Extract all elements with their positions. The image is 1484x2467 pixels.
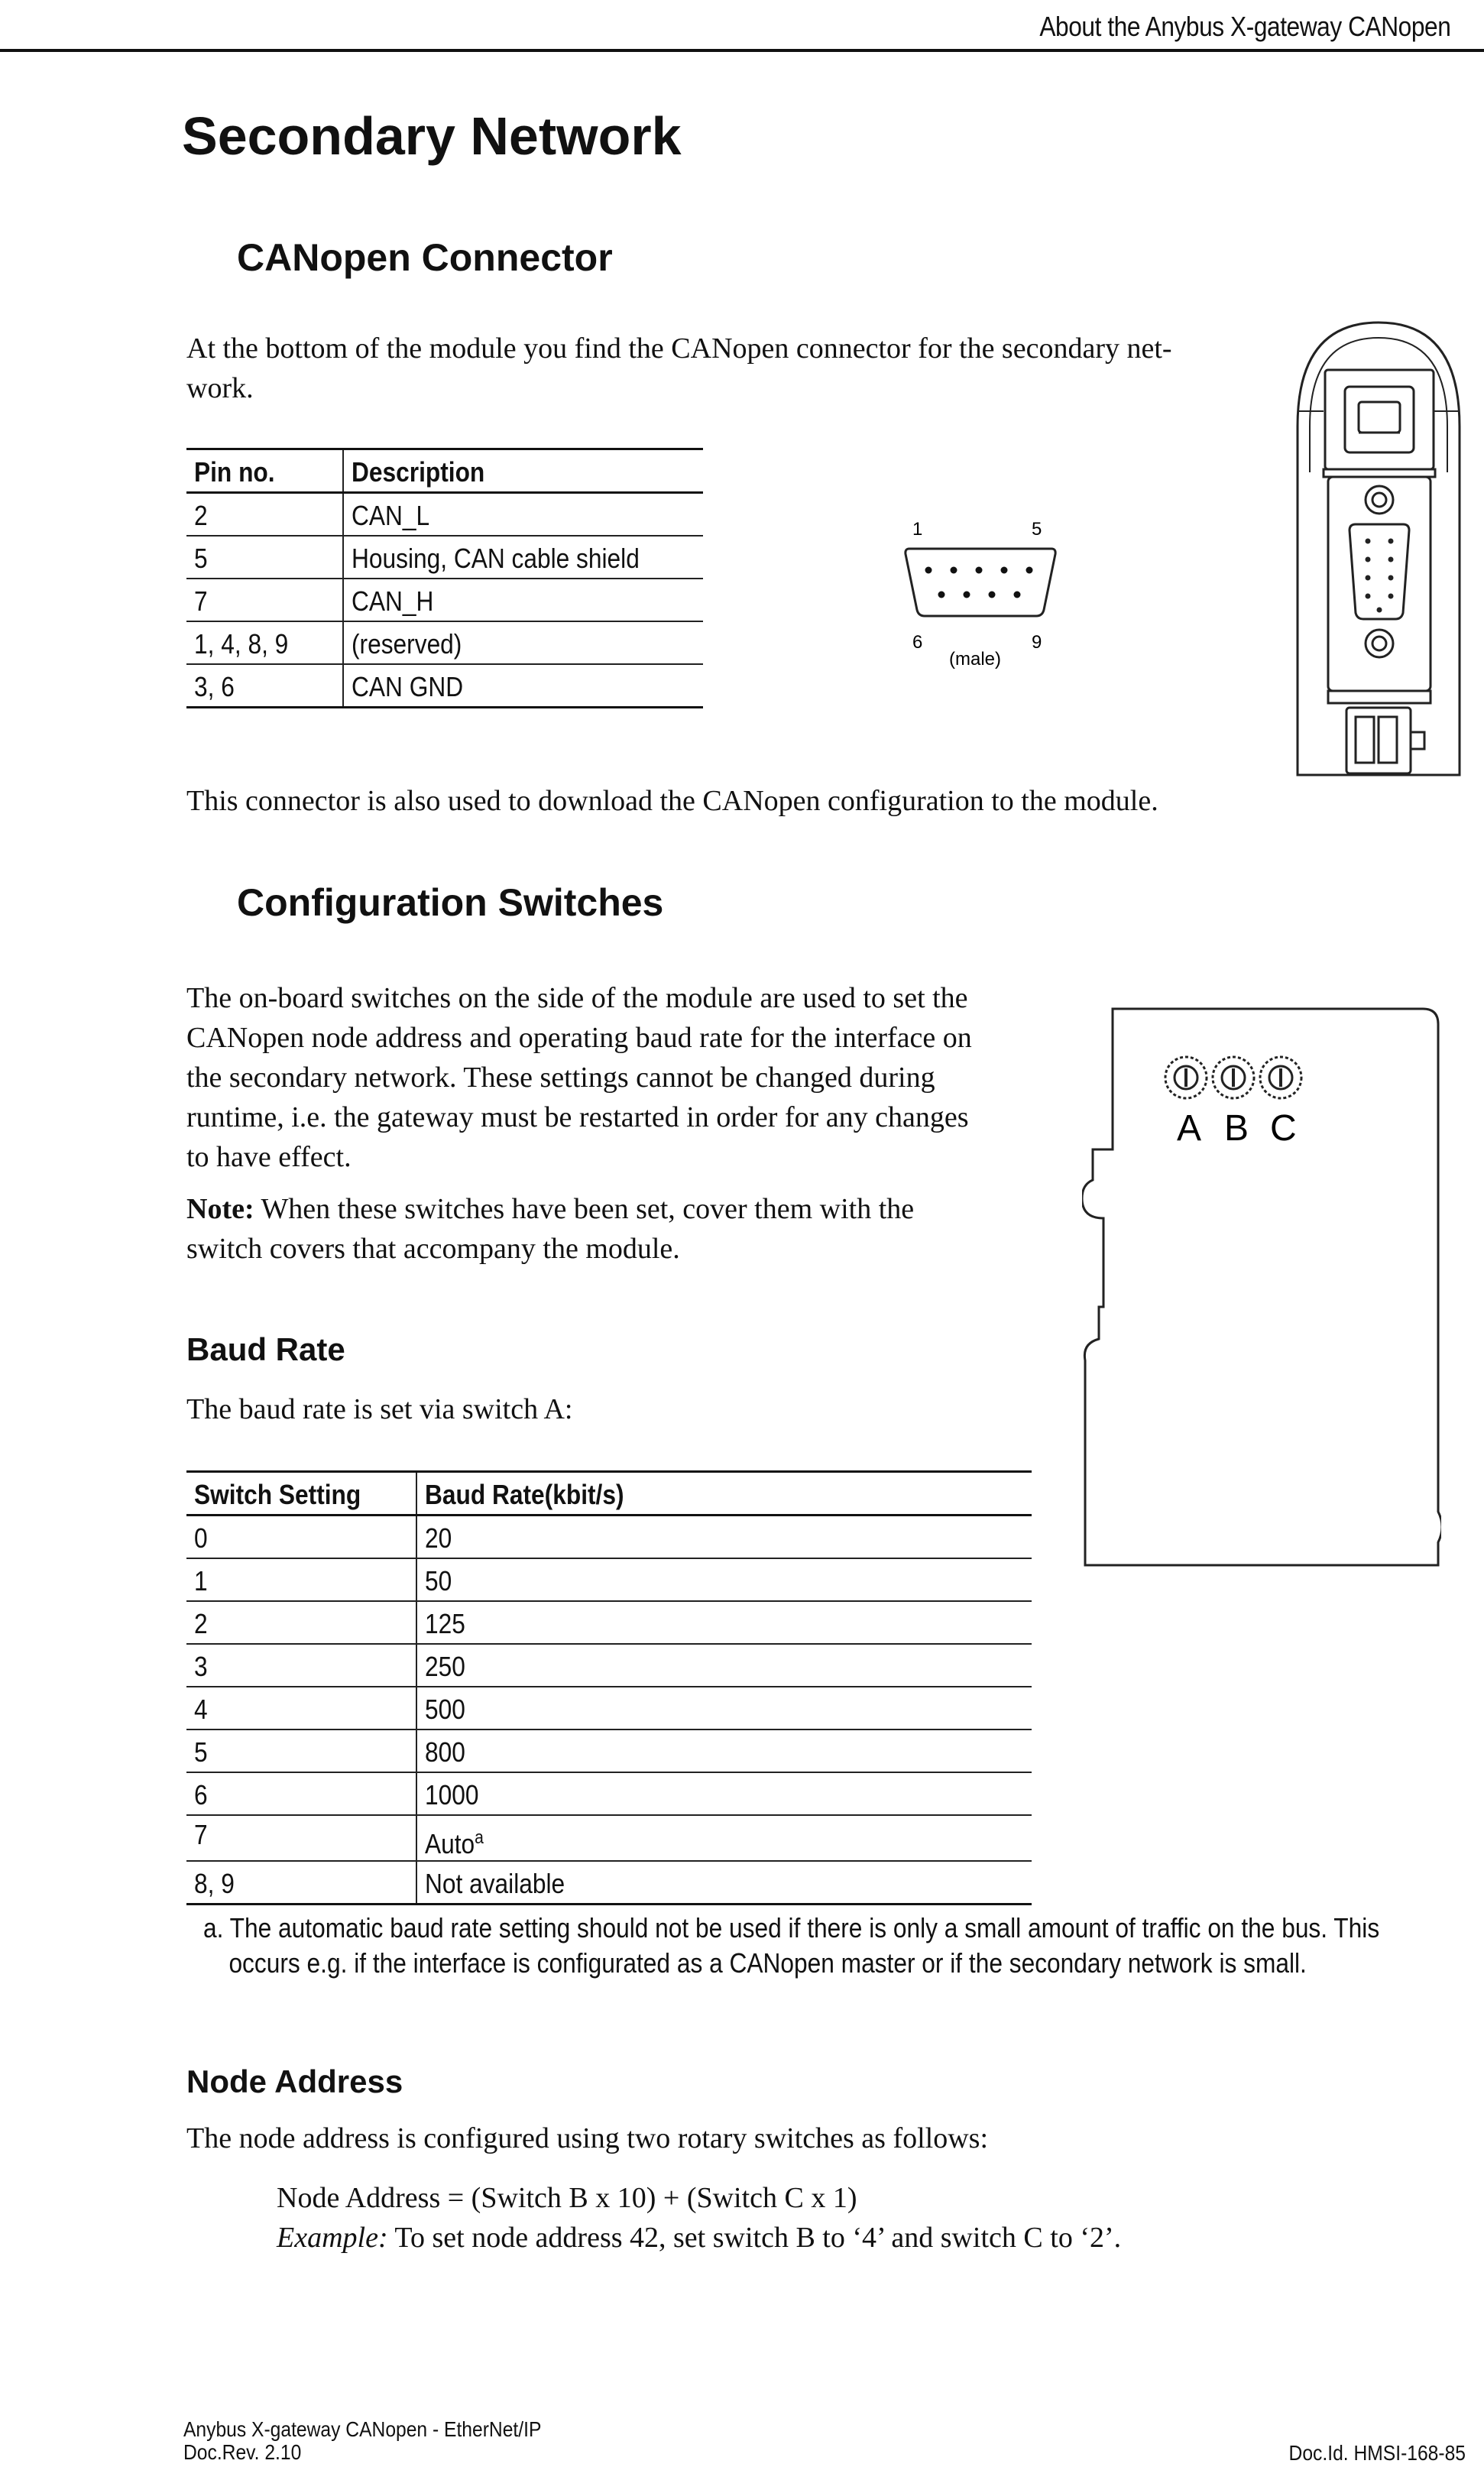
pin-dot bbox=[951, 567, 957, 574]
table-cell: (reserved) bbox=[343, 621, 703, 664]
pin-dot bbox=[938, 592, 945, 598]
table-cell: 6 bbox=[186, 1772, 416, 1815]
dsub-pins bbox=[1366, 539, 1394, 613]
footer-doc-rev: Doc.Rev. 2.10 bbox=[183, 2440, 302, 2464]
connector-intro-line1: At the bottom of the module you find the CANopen connector for the secondary net- bbox=[186, 332, 1172, 365]
pin-dot bbox=[1366, 557, 1371, 562]
switches-description bbox=[186, 978, 1088, 1177]
footnote-ref[interactable]: a bbox=[475, 1827, 484, 1848]
screw-top-inner bbox=[1372, 493, 1386, 507]
table-cell: 3, 6 bbox=[186, 664, 343, 708]
table-header-row bbox=[186, 449, 703, 493]
footer-doc-id: Doc.Id. HMSI-168-85 bbox=[1288, 2441, 1466, 2465]
table-cell: 125 bbox=[416, 1601, 1032, 1644]
table-cell: 8, 9 bbox=[186, 1861, 416, 1905]
module-ridge-lower bbox=[1328, 691, 1431, 703]
table-cell: 800 bbox=[416, 1729, 1032, 1772]
table-cell: 0 bbox=[186, 1516, 416, 1559]
pin-dot bbox=[976, 567, 983, 574]
section-heading-configuration-switches: Configuration Switches bbox=[237, 881, 664, 924]
footer-doc-title: Anybus X-gateway CANopen - EtherNet/IP bbox=[183, 2417, 542, 2441]
switches-note bbox=[186, 1189, 1088, 1269]
table-cell: 20 bbox=[416, 1516, 1032, 1559]
footer-left bbox=[183, 2418, 590, 2464]
screw-bottom bbox=[1366, 630, 1393, 657]
table-cell: 250 bbox=[416, 1644, 1032, 1687]
table-header-cell: Baud Rate(kbit/s) bbox=[416, 1472, 1032, 1516]
table-row bbox=[186, 1644, 1032, 1687]
pin-dot bbox=[1388, 594, 1394, 599]
note-text: When these switches have been set, cover them with the bbox=[254, 1193, 915, 1225]
node-address-example bbox=[277, 2218, 1121, 2258]
table-row bbox=[186, 1687, 1032, 1729]
baud-rate-table bbox=[186, 1470, 1032, 1905]
rotary-switch-c bbox=[1260, 1057, 1301, 1098]
table-row bbox=[186, 1558, 1032, 1601]
note-label: Note: bbox=[186, 1193, 254, 1225]
pin-dot bbox=[1366, 539, 1371, 544]
usb-port-inner bbox=[1359, 402, 1400, 433]
table-cell: 7 bbox=[186, 579, 343, 621]
footnote-text-line2: occurs e.g. if the interface is configurated as a CANopen master or if the secondary network is small. bbox=[228, 1947, 1307, 1979]
node-address-formula: Node Address = (Switch B x 10) + (Switch C x 1) bbox=[277, 2182, 857, 2214]
table-row bbox=[186, 579, 703, 621]
table-row bbox=[186, 1772, 1032, 1815]
table-row bbox=[186, 1861, 1032, 1905]
pin-dot bbox=[925, 567, 932, 574]
table-row bbox=[186, 664, 703, 708]
switch-label-b: B bbox=[1224, 1108, 1249, 1149]
pin5-label: 5 bbox=[1032, 519, 1042, 540]
pin6-label: 6 bbox=[912, 632, 923, 653]
note-text-line2: switch covers that accompany the module. bbox=[186, 1233, 680, 1265]
table-cell: Not available bbox=[416, 1861, 1032, 1905]
table-row bbox=[186, 1729, 1032, 1772]
pin-dot bbox=[1388, 539, 1394, 544]
switches-text-line: the secondary network. These settings cannot be changed during bbox=[186, 1062, 935, 1094]
connector-intro-line2: work. bbox=[186, 372, 254, 404]
section-heading-canopen-connector: CANopen Connector bbox=[237, 236, 613, 279]
switches-text-line: The on-board switches on the side of the module are used to set the bbox=[186, 982, 968, 1014]
pin-dot bbox=[1026, 567, 1033, 574]
table-cell: 2 bbox=[186, 493, 343, 537]
table-cell: 1, 4, 8, 9 bbox=[186, 621, 343, 664]
baud-rate-intro: The baud rate is set via switch A: bbox=[186, 1393, 573, 1425]
module-side-outline bbox=[1082, 1009, 1441, 1565]
footnote-text-line1: The automatic baud rate setting should not be used if there is only a small amount of traffic on the bus. This bbox=[229, 1912, 1380, 1943]
example-label: Example: bbox=[277, 2222, 388, 2254]
table-row bbox=[186, 1601, 1032, 1644]
usb-recess bbox=[1325, 370, 1434, 469]
pin9-label: 9 bbox=[1032, 632, 1042, 653]
subsection-heading-node-address: Node Address bbox=[186, 2063, 403, 2099]
table-row bbox=[186, 536, 703, 579]
power-pin bbox=[1356, 717, 1374, 763]
table-cell: 7 bbox=[186, 1815, 416, 1861]
table-cell: 2 bbox=[186, 1601, 416, 1644]
switches-text-line: to have effect. bbox=[186, 1141, 352, 1173]
table-cell: CAN GND bbox=[343, 664, 703, 708]
page-title: Secondary Network bbox=[182, 106, 682, 166]
power-pin bbox=[1379, 717, 1397, 763]
pin-dot bbox=[964, 592, 970, 598]
pin-dot bbox=[1388, 575, 1394, 581]
connector-shell bbox=[906, 549, 1055, 616]
table-header-cell: Switch Setting bbox=[186, 1472, 416, 1516]
table-header-row bbox=[186, 1472, 1032, 1516]
power-latch bbox=[1411, 732, 1424, 749]
connector-intro bbox=[186, 329, 1287, 408]
table-cell: Housing, CAN cable shield bbox=[343, 536, 703, 579]
node-address-intro: The node address is configured using two rotary switches as follows: bbox=[186, 2122, 989, 2154]
table-cell: Auto$^a$ bbox=[416, 1815, 1032, 1861]
pin-dot bbox=[1001, 567, 1008, 574]
pin1-label: 1 bbox=[912, 519, 923, 540]
table-cell: 4 bbox=[186, 1687, 416, 1729]
table-footnote bbox=[203, 1911, 1426, 1981]
switch-label-a: A bbox=[1177, 1108, 1202, 1149]
table-row bbox=[186, 1815, 1032, 1861]
running-header: About the Anybus X-gateway CANopen bbox=[1038, 11, 1450, 42]
table-row bbox=[186, 621, 703, 664]
table-cell: 5 bbox=[186, 1729, 416, 1772]
table-row bbox=[186, 1516, 1032, 1559]
switches-text-line: runtime, i.e. the gateway must be restarted in order for any changes bbox=[186, 1101, 969, 1133]
dsub-plate bbox=[1328, 477, 1431, 691]
table-cell: 1000 bbox=[416, 1772, 1032, 1815]
module-side-illustration bbox=[1082, 1007, 1441, 1573]
pin-dot bbox=[1377, 608, 1382, 613]
pin-dot bbox=[1388, 557, 1394, 562]
table-cell: 50 bbox=[416, 1558, 1032, 1601]
table-cell: CAN_L bbox=[343, 493, 703, 537]
screw-top bbox=[1366, 486, 1393, 514]
rotary-switch-a bbox=[1165, 1057, 1207, 1098]
example-text: To set node address 42, set switch B to ‘4’ and switch C to ‘2’. bbox=[387, 2222, 1122, 2254]
header-rule bbox=[0, 49, 1484, 52]
screw-bottom-inner bbox=[1372, 637, 1386, 650]
connector-pins bbox=[925, 567, 1033, 598]
table-cell: 5 bbox=[186, 536, 343, 579]
gender-label: (male) bbox=[949, 649, 1002, 669]
footnote-marker: a. bbox=[203, 1912, 224, 1943]
pin-dot bbox=[1014, 592, 1021, 598]
pin-dot bbox=[1366, 575, 1371, 581]
connector-after-text: This connector is also used to download the CANopen configuration to the module. bbox=[186, 785, 1158, 817]
switches-text-line: CANopen node address and operating baud rate for the interface on bbox=[186, 1022, 972, 1054]
module-bottom-illustration bbox=[1294, 319, 1464, 778]
dsub9-connector-diagram bbox=[894, 512, 1070, 680]
table-cell: 3 bbox=[186, 1644, 416, 1687]
table-header-cell: Description bbox=[343, 449, 703, 493]
switch-label-c: C bbox=[1270, 1108, 1297, 1149]
rotary-switch-b bbox=[1213, 1057, 1254, 1098]
table-cell: 500 bbox=[416, 1687, 1032, 1729]
dsub-shell bbox=[1350, 524, 1409, 619]
table-row bbox=[186, 493, 703, 537]
pin-table bbox=[186, 448, 703, 708]
pin-dot bbox=[989, 592, 996, 598]
usb-port bbox=[1345, 387, 1414, 452]
table-cell: 1 bbox=[186, 1558, 416, 1601]
table-header-cell: Pin no. bbox=[186, 449, 343, 493]
subsection-heading-baud-rate: Baud Rate bbox=[186, 1331, 345, 1367]
pin-dot bbox=[1366, 594, 1371, 599]
table-cell: CAN_H bbox=[343, 579, 703, 621]
